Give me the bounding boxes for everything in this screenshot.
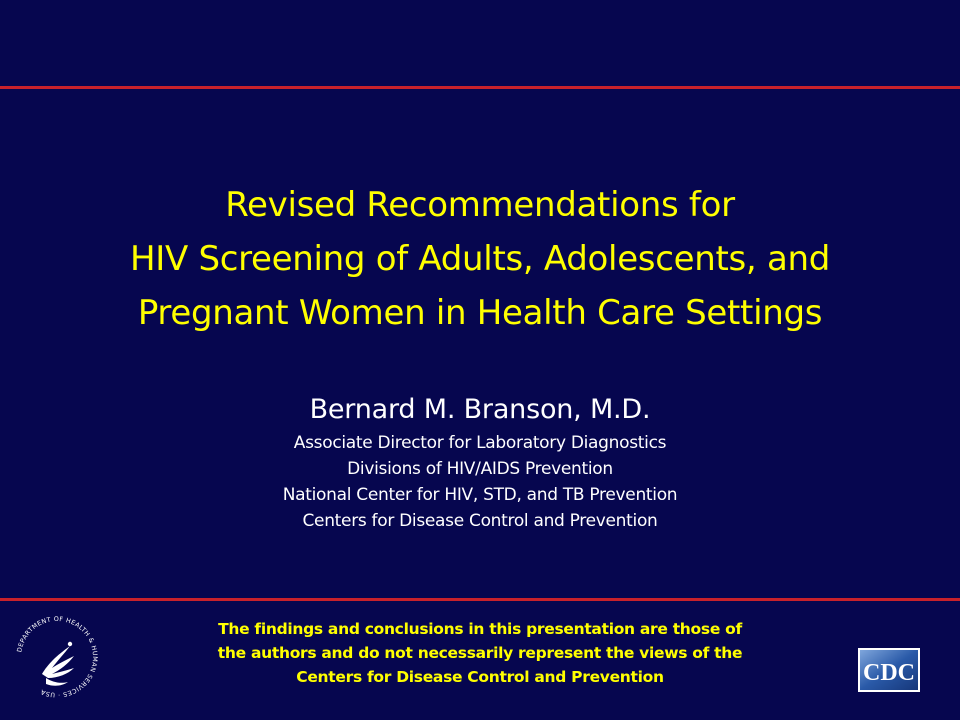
disclaimer-line: The findings and conclusions in this presentation are those of	[218, 620, 742, 638]
svg-text:DEPARTMENT OF HEALTH & HUMAN S: DEPARTMENT OF HEALTH & HUMAN SERVICES · USA	[16, 615, 99, 699]
top-divider	[0, 86, 960, 89]
presenter-affiliation: Associate Director for Laboratory Diagnostics	[293, 433, 667, 453]
disclaimer-line: the authors and do not necessarily represent the views of the	[217, 644, 743, 662]
presenter-affiliation: National Center for HIV, STD, and TB Prevention	[282, 485, 678, 505]
title-line: HIV Screening of Adults, Adolescents, and	[129, 239, 831, 279]
hhs-seal-icon	[12, 612, 102, 702]
presenter-block	[0, 390, 960, 534]
cdc-logo-icon	[858, 648, 920, 692]
disclaimer	[130, 617, 830, 689]
slide-title	[20, 178, 940, 340]
title-line: Revised Recommendations for	[225, 185, 735, 225]
title-line: Pregnant Women in Health Care Settings	[137, 293, 823, 333]
presenter-affiliation: Divisions of HIV/AIDS Prevention	[347, 459, 613, 479]
disclaimer-line: Centers for Disease Control and Prevention	[296, 668, 664, 686]
presenter-name: Bernard M. Branson, M.D.	[309, 394, 651, 425]
svg-text:CDC: CDC	[863, 660, 915, 686]
presenter-affiliation: Centers for Disease Control and Prevention	[302, 511, 658, 531]
bottom-divider	[0, 598, 960, 601]
